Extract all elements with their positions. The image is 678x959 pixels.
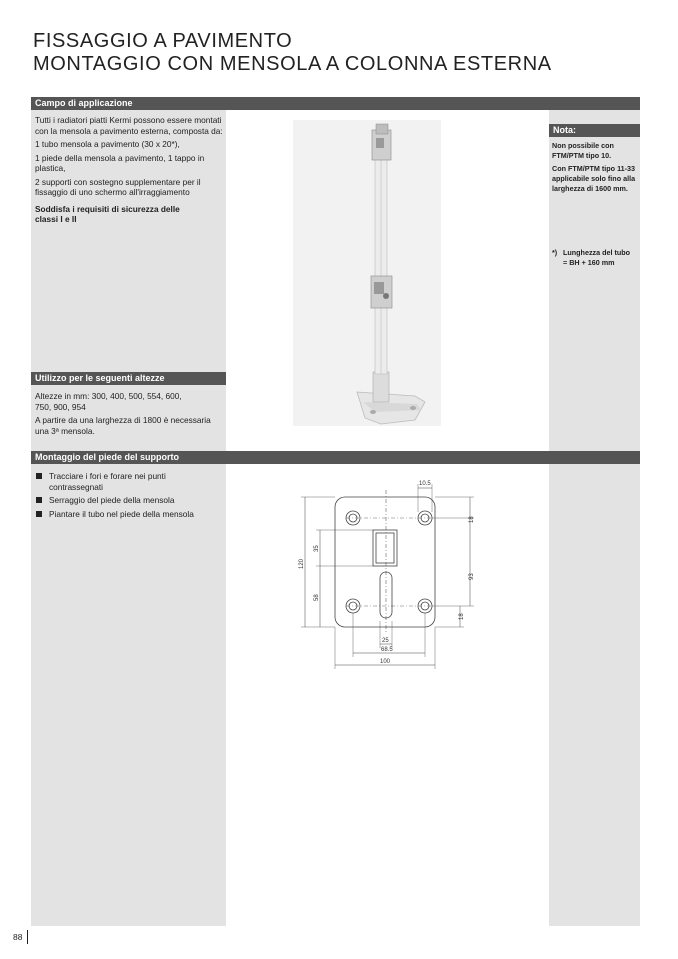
page-number: 88 bbox=[13, 932, 23, 942]
title-line-2: MONTAGGIO CON MENSOLA A COLONNA ESTERNA bbox=[33, 53, 552, 75]
nota-body bbox=[552, 141, 638, 197]
dim-58: 58 bbox=[314, 594, 320, 601]
page-title bbox=[33, 30, 552, 76]
step-item: Tracciare i fori e forare nei punti contrassegnati bbox=[35, 471, 223, 492]
section3-steps bbox=[35, 471, 223, 522]
dim-120: 120 bbox=[299, 558, 305, 569]
section1-item-3: 2 supporti con sostegno supplementare per il fissaggio di uno schermo all'irraggiamento bbox=[35, 176, 201, 197]
section1-bold: Soddisfa i requisiti di sicurezza delle classi I e II bbox=[35, 203, 180, 224]
dim-68-5: 68.5 bbox=[381, 647, 393, 653]
page-number-divider bbox=[27, 930, 28, 944]
section1-item-2: 1 piede della mensola a pavimento, 1 tappo in plastica, bbox=[35, 152, 205, 173]
dim-100: 100 bbox=[380, 659, 391, 665]
dim-18-top: 18 bbox=[469, 516, 475, 523]
plate-outline bbox=[335, 497, 435, 627]
section-header-montaggio: Montaggio del piede del supporto bbox=[31, 451, 640, 464]
section-header-utilizzo: Utilizzo per le seguenti altezze bbox=[31, 372, 226, 385]
dim-25: 25 bbox=[382, 638, 389, 644]
bullet-square-icon bbox=[36, 497, 42, 503]
nota-header: Nota: bbox=[549, 124, 640, 137]
step-item: Piantare il tubo nel piede della mensola bbox=[35, 509, 223, 520]
base-plate-technical-drawing bbox=[290, 476, 490, 676]
dim-93: 93 bbox=[469, 573, 475, 580]
nota-footnote bbox=[552, 248, 638, 268]
section2-note: A partire da una larghezza di 1800 è necessaria una 3ª mensola. bbox=[35, 415, 211, 436]
section2-body bbox=[35, 391, 223, 439]
dim-18-bot: 18 bbox=[459, 613, 465, 620]
right-grey-column bbox=[549, 110, 640, 926]
footnote-mark: *) bbox=[552, 248, 558, 257]
bracket-product-image bbox=[293, 120, 441, 426]
step-item: Serraggio del piede della mensola bbox=[35, 495, 223, 506]
nota-line-1: Non possibile con FTM/PTM tipo 10. bbox=[552, 141, 614, 160]
section1-body bbox=[35, 115, 223, 228]
footnote-text: Lunghezza del tubo = BH + 160 mm bbox=[563, 248, 631, 267]
section1-item-1: 1 tubo mensola a pavimento (30 x 20*), bbox=[35, 139, 180, 149]
dim-35: 35 bbox=[314, 545, 320, 552]
dim-10-5: 10.5 bbox=[419, 481, 431, 487]
title-line-1: FISSAGGIO A PAVIMENTO bbox=[33, 30, 293, 52]
bullet-square-icon bbox=[36, 473, 42, 479]
bullet-square-icon bbox=[36, 511, 42, 517]
section2-heights: Altezze in mm: 300, 400, 500, 554, 600, 750, 900, 954 bbox=[35, 391, 182, 412]
nota-line-2: Con FTM/PTM tipo 11-33 applicabile solo fino alla larghezza di 1600 mm. bbox=[552, 164, 636, 193]
section-header-campo: Campo di applicazione bbox=[31, 97, 640, 110]
section1-intro: Tutti i radiatori piatti Kermi possono essere montati con la mensola a pavimento esterna, composta da: bbox=[35, 115, 223, 136]
